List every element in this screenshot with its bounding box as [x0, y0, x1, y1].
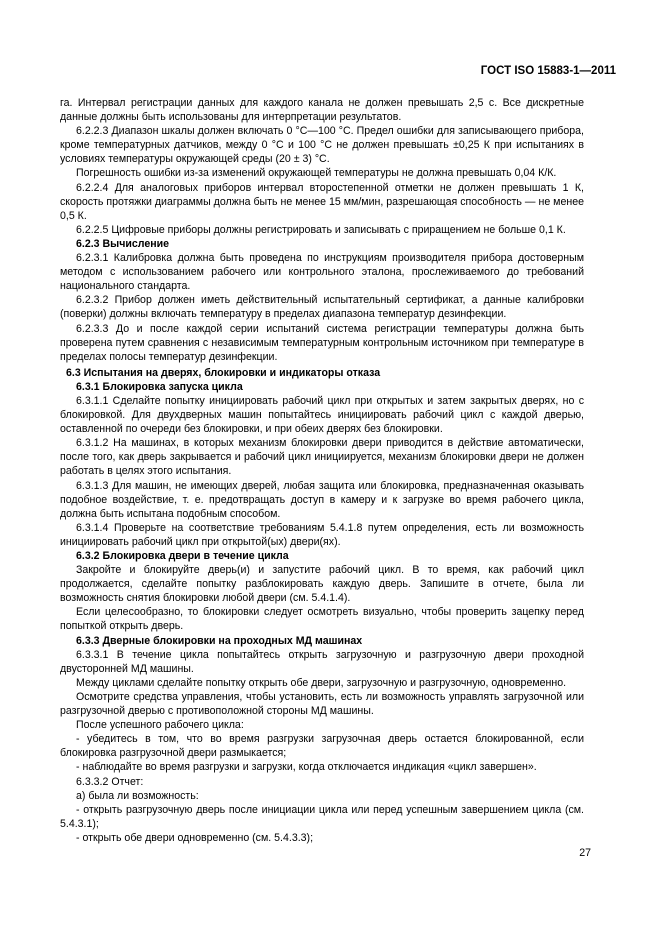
paragraph: 6.2.2.4 Для аналоговых приборов интервал второстепенной отметки не должен превышать 1 К, скорость протяжки диаграммы должна быть не менее 15 мм/мин, разрешающая способность — не менее 0,5 К. [60, 181, 584, 222]
paragraph: а) была ли возможность: [76, 789, 199, 802]
paragraph: 6.3.1.2 На машинах, в которых механизм блокировки двери приводится в действие автоматически, после того, как дверь закрывается и рабочий цикл инициируется, механизм блокировки двери не должен работать в целях этого испытания. [60, 437, 584, 478]
paragraph: Погрешность ошибки из-за изменений окружающей температуры не должна превышать 0,04 К/К. [76, 167, 557, 180]
paragraph: 6.2.3.1 Калибровка должна быть проведена по инструкциям производителя прибора достоверным методом с использованием рабочего или контрольного эталона, прослеживаемого до требований национального стандарта. [60, 252, 584, 293]
paragraph: Закройте и блокируйте дверь(и) и запустите рабочий цикл. В то время, как рабочий цикл продолжается, сделайте попытку разблокировать каждую дверь. Запишите в отчете, была ли возможность снятия блокировки любой двери (см. 5.4.1.4). [60, 564, 584, 605]
paragraph: - открыть обе двери одновременно (см. 5.4.3.3); [76, 831, 314, 844]
paragraph: 6.2.2.3 Диапазон шкалы должен включать 0 °С—100 °С. Предел ошибки для записывающего прибора, кроме температурных датчиков, между 0 °С и 100 °С не должен превышать ±0,25 К при испытаниях в условиях температуры окружающей среды (20 ± 3) °С. [60, 125, 584, 166]
paragraph: 6.3.1.4 Проверьте на соответствие требованиям 5.4.1.8 путем определения, есть ли возможность инициировать рабочий цикл при открытой(ых) двери(ях). [60, 521, 584, 548]
paragraph: - открыть разгрузочную дверь после инициации цикла или перед успешным завершением цикла (см. 5.4.3.1); [60, 803, 584, 830]
paragraph: - убедитесь в том, что во время разгрузки загрузочная дверь остается блокированной, если блокировка разгрузочной двери размыкается; [60, 733, 584, 760]
paragraph: 6.3.3.2 Отчет: [76, 775, 144, 788]
paragraph: Между циклами сделайте попытку открыть обе двери, загрузочную и разгрузочную, одновременно. [76, 676, 567, 689]
section-heading: 6.3.2 Блокировка двери в течение цикла [76, 550, 289, 562]
paragraph: га. Интервал регистрации данных для каждого канала не должен превышать 2,5 с. Все дискретные данные должны быть использованы для интерпретации результатов. [60, 97, 584, 124]
paragraph: 6.2.3.2 Прибор должен иметь действительный испытательный сертификат, а данные калибровки (поверки) должны включать температуру в пределах диапазона температур дезинфекции. [60, 294, 584, 321]
paragraph: - наблюдайте во время разгрузки и загрузки, когда отключается индикация «цикл завершен». [76, 761, 537, 774]
paragraph: 6.2.3.3 До и после каждой серии испытаний система регистрации температуры должна быть проверена путем сравнения с независимым температурным контрольным источником при температуре в пределах полосы температур дезинфекции. [60, 322, 584, 363]
section-heading: 6.3.3 Дверные блокировки на проходных МД машинах [76, 634, 363, 647]
document-header: ГОСТ ISO 15883-1—2011 [480, 65, 616, 77]
paragraph: 6.2.2.5 Цифровые приборы должны регистрировать и записывать с приращением не больше 0,1 К. [76, 223, 566, 236]
paragraph: 6.3.1.1 Сделайте попытку инициировать рабочий цикл при открытых и затем закрытых дверях, но с блокировкой. Для двухдверных машин попытайтесь инициировать рабочий цикл с каждой дверью, оставленной по очереди без блокировки, и при обеих дверях без блокировки. [60, 394, 584, 436]
paragraph: Осмотрите средства управления, чтобы установить, есть ли возможность управлять загрузочной или разгрузочной дверью с противоположной стороны МД машины. [60, 690, 584, 718]
page-number: 27 [579, 847, 591, 859]
paragraph: 6.3.1.3 Для машин, не имеющих дверей, любая защита или блокировка, предназначенная оказывать подобное воздействие, т. е. предотвращать доступ в камеру и к загрузке во время рабочего цикла, должна быть испытана подобным способом. [60, 479, 584, 520]
paragraph: После успешного рабочего цикла: [76, 719, 244, 732]
section-heading: 6.2.3 Вычисление [76, 237, 170, 250]
section-heading: 6.3 Испытания на дверях, блокировки и индикаторы отказа [66, 366, 381, 379]
paragraph: 6.3.3.1 В течение цикла попытайтесь открыть загрузочную и разгрузочную двери проходной двусторонней МД машины. [60, 648, 584, 675]
document-body [60, 96, 584, 845]
paragraph: Если целесообразно, то блокировки следует осмотреть визуально, чтобы проверить зацепку перед попыткой открыть дверь. [60, 606, 584, 633]
section-heading: 6.3.1 Блокировка запуска цикла [76, 380, 243, 393]
